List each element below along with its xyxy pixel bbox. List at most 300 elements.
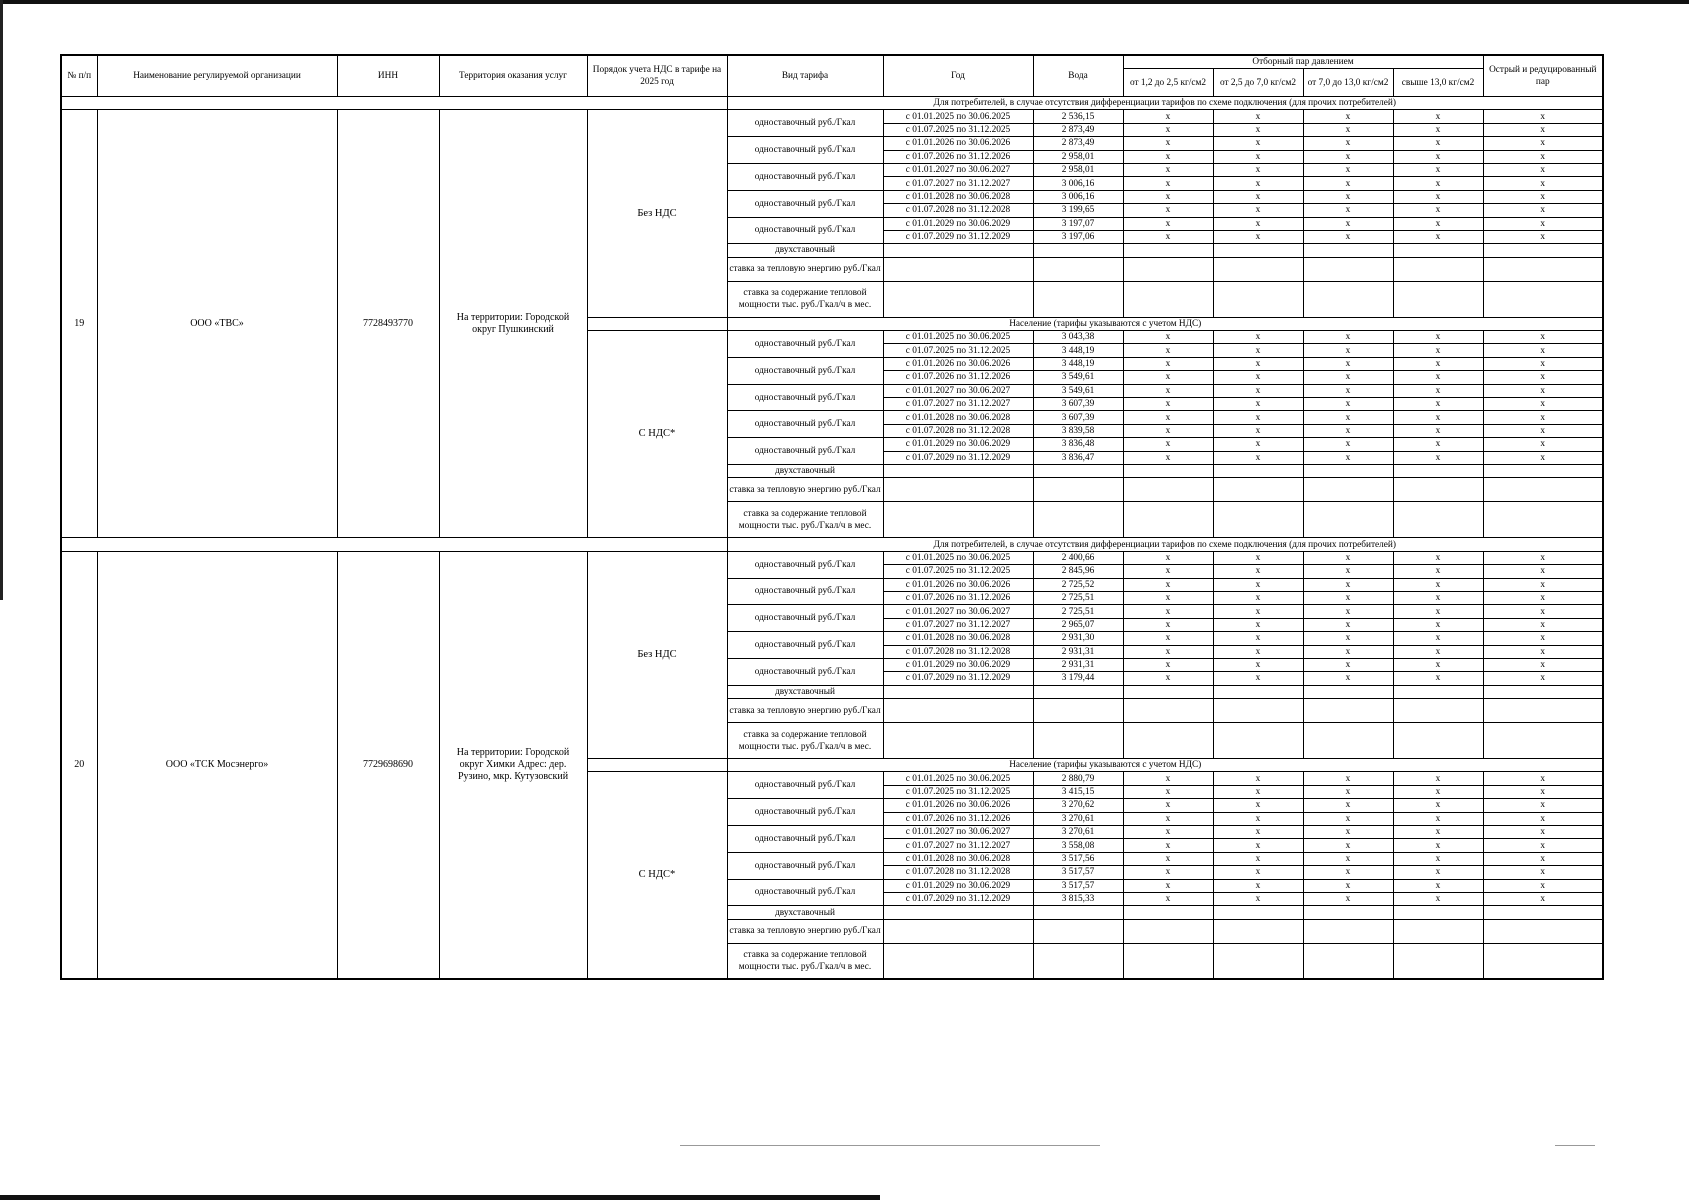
x-mark: x: [1123, 424, 1213, 437]
x-mark: x: [1303, 632, 1393, 645]
x-mark: x: [1213, 163, 1303, 176]
period-cell: с 01.07.2027 по 31.12.2027: [883, 398, 1033, 411]
header-sharp-steam: Острый и редуцированный пар: [1483, 55, 1603, 97]
empty-cell: [883, 244, 1033, 257]
tariff-type-one-part: одноставочный руб./Гкал: [727, 110, 883, 137]
water-value: 2 725,51: [1033, 591, 1123, 604]
period-cell: с 01.01.2026 по 30.06.2026: [883, 799, 1033, 812]
x-mark: x: [1303, 618, 1393, 631]
empty-cell: [1303, 699, 1393, 723]
section-spacer: [61, 538, 727, 551]
empty-cell: [1033, 244, 1123, 257]
water-value: 3 006,16: [1033, 190, 1123, 203]
x-mark: x: [1213, 826, 1303, 839]
x-mark: x: [1393, 230, 1483, 243]
x-mark: x: [1123, 344, 1213, 357]
x-mark: x: [1303, 137, 1393, 150]
x-mark: x: [1123, 879, 1213, 892]
x-mark: x: [1393, 658, 1483, 671]
table-row: [61, 97, 1603, 110]
period-cell: с 01.07.2025 по 31.12.2025: [883, 344, 1033, 357]
scan-top-edge: [0, 0, 1689, 4]
empty-cell: [1123, 685, 1213, 698]
x-mark: x: [1483, 163, 1603, 176]
x-mark: x: [1123, 839, 1213, 852]
tariff-type-one-part: одноставочный руб./Гкал: [727, 357, 883, 384]
period-cell: с 01.07.2027 по 31.12.2027: [883, 618, 1033, 631]
x-mark: x: [1213, 645, 1303, 658]
period-cell: с 01.01.2027 по 30.06.2027: [883, 163, 1033, 176]
x-mark: x: [1483, 230, 1603, 243]
x-mark: x: [1483, 785, 1603, 798]
org-name: ООО «ТСК Мосэнерго»: [97, 551, 337, 979]
water-value: 3 197,07: [1033, 217, 1123, 230]
tariff-type-one-part: одноставочный руб./Гкал: [727, 163, 883, 190]
table-row: [61, 110, 1603, 123]
section-spacer: [587, 317, 727, 330]
empty-cell: [1123, 502, 1213, 538]
x-mark: x: [1393, 772, 1483, 785]
header-vat-order: Порядок учета НДС в тарифе на 2025 год: [587, 55, 727, 97]
header-inn: ИНН: [337, 55, 439, 97]
x-mark: x: [1303, 551, 1393, 564]
empty-cell: [1213, 502, 1303, 538]
vat-order-label: С НДС*: [587, 772, 727, 979]
empty-cell: [1303, 723, 1393, 759]
water-value: 3 197,06: [1033, 230, 1123, 243]
x-mark: x: [1213, 812, 1303, 825]
water-value: 2 873,49: [1033, 137, 1123, 150]
water-value: 3 836,48: [1033, 438, 1123, 451]
water-value: 3 179,44: [1033, 672, 1123, 685]
period-cell: с 01.01.2025 по 30.06.2025: [883, 110, 1033, 123]
water-value: 2 725,51: [1033, 605, 1123, 618]
water-value: 2 400,66: [1033, 551, 1123, 564]
empty-cell: [1393, 244, 1483, 257]
empty-cell: [1213, 257, 1303, 281]
x-mark: x: [1483, 190, 1603, 203]
header-year: Год: [883, 55, 1033, 97]
x-mark: x: [1123, 150, 1213, 163]
x-mark: x: [1393, 411, 1483, 424]
x-mark: x: [1123, 411, 1213, 424]
org-inn: 7728493770: [337, 110, 439, 538]
x-mark: x: [1213, 230, 1303, 243]
empty-cell: [1213, 685, 1303, 698]
empty-cell: [1303, 919, 1393, 943]
x-mark: x: [1123, 591, 1213, 604]
section-spacer: [61, 97, 727, 110]
x-mark: x: [1393, 879, 1483, 892]
scan-left-edge: [0, 0, 3, 600]
tariff-type-one-part: одноставочный руб./Гкал: [727, 578, 883, 605]
x-mark: x: [1393, 177, 1483, 190]
empty-cell: [1303, 906, 1393, 919]
period-cell: с 01.01.2025 по 30.06.2025: [883, 551, 1033, 564]
empty-cell: [1033, 257, 1123, 281]
scan-bottom-edge: [0, 1195, 880, 1200]
x-mark: x: [1303, 645, 1393, 658]
x-mark: x: [1303, 163, 1393, 176]
empty-cell: [1483, 244, 1603, 257]
x-mark: x: [1303, 451, 1393, 464]
x-mark: x: [1123, 632, 1213, 645]
x-mark: x: [1303, 110, 1393, 123]
empty-cell: [883, 502, 1033, 538]
period-cell: с 01.07.2026 по 31.12.2026: [883, 591, 1033, 604]
period-cell: с 01.07.2025 по 31.12.2025: [883, 785, 1033, 798]
empty-cell: [1123, 257, 1213, 281]
x-mark: x: [1213, 591, 1303, 604]
x-mark: x: [1123, 605, 1213, 618]
x-mark: x: [1303, 812, 1393, 825]
x-mark: x: [1483, 137, 1603, 150]
x-mark: x: [1213, 177, 1303, 190]
x-mark: x: [1123, 826, 1213, 839]
x-mark: x: [1393, 565, 1483, 578]
x-mark: x: [1483, 618, 1603, 631]
x-mark: x: [1483, 839, 1603, 852]
empty-cell: [1483, 502, 1603, 538]
x-mark: x: [1123, 163, 1213, 176]
period-cell: с 01.01.2026 по 30.06.2026: [883, 578, 1033, 591]
x-mark: x: [1393, 398, 1483, 411]
x-mark: x: [1123, 204, 1213, 217]
x-mark: x: [1303, 879, 1393, 892]
empty-cell: [1033, 478, 1123, 502]
water-value: 3 270,61: [1033, 812, 1123, 825]
x-mark: x: [1213, 632, 1303, 645]
water-value: 2 931,30: [1033, 632, 1123, 645]
x-mark: x: [1483, 150, 1603, 163]
empty-cell: [883, 281, 1033, 317]
water-value: 3 607,39: [1033, 411, 1123, 424]
tariff-type-one-part: одноставочный руб./Гкал: [727, 605, 883, 632]
x-mark: x: [1303, 190, 1393, 203]
empty-cell: [1213, 943, 1303, 979]
x-mark: x: [1393, 344, 1483, 357]
x-mark: x: [1393, 866, 1483, 879]
header-water: Вода: [1033, 55, 1123, 97]
x-mark: x: [1303, 411, 1393, 424]
x-mark: x: [1483, 411, 1603, 424]
empty-cell: [1483, 723, 1603, 759]
water-value: 2 880,79: [1033, 772, 1123, 785]
period-cell: с 01.07.2029 по 31.12.2029: [883, 451, 1033, 464]
org-num: 19: [61, 110, 97, 538]
period-cell: с 01.07.2029 по 31.12.2029: [883, 892, 1033, 905]
x-mark: x: [1303, 357, 1393, 370]
empty-cell: [1033, 464, 1123, 477]
water-value: 3 517,56: [1033, 852, 1123, 865]
x-mark: x: [1393, 123, 1483, 136]
tariff-type-energy-rate: ставка за тепловую энергию руб./Гкал: [727, 257, 883, 281]
table-body: [61, 97, 1603, 980]
section-heading-population: Население (тарифы указываются с учетом НДС): [727, 759, 1483, 772]
x-mark: x: [1213, 578, 1303, 591]
header-territory: Территория оказания услуг: [439, 55, 587, 97]
x-mark: x: [1123, 357, 1213, 370]
period-cell: с 01.07.2027 по 31.12.2027: [883, 839, 1033, 852]
x-mark: x: [1213, 605, 1303, 618]
tariff-type-capacity-rate: ставка за содержание тепловой мощности тыс. руб./Гкал/ч в мес.: [727, 281, 883, 317]
tariff-type-two-part: двухставочный: [727, 244, 883, 257]
x-mark: x: [1393, 371, 1483, 384]
water-value: 3 270,62: [1033, 799, 1123, 812]
water-value: 2 931,31: [1033, 658, 1123, 671]
x-mark: x: [1303, 605, 1393, 618]
x-mark: x: [1483, 799, 1603, 812]
period-cell: с 01.01.2028 по 30.06.2028: [883, 852, 1033, 865]
period-cell: с 01.07.2029 по 31.12.2029: [883, 672, 1033, 685]
period-cell: с 01.07.2025 по 31.12.2025: [883, 123, 1033, 136]
water-value: 2 845,96: [1033, 565, 1123, 578]
water-value: 2 965,07: [1033, 618, 1123, 631]
empty-cell: [1213, 464, 1303, 477]
x-mark: x: [1483, 591, 1603, 604]
empty-cell: [1303, 502, 1393, 538]
tariff-type-one-part: одноставочный руб./Гкал: [727, 217, 883, 244]
x-mark: x: [1213, 785, 1303, 798]
period-cell: с 01.01.2025 по 30.06.2025: [883, 772, 1033, 785]
x-mark: x: [1123, 892, 1213, 905]
x-mark: x: [1393, 190, 1483, 203]
x-mark: x: [1123, 658, 1213, 671]
tariff-type-one-part: одноставочный руб./Гкал: [727, 826, 883, 853]
x-mark: x: [1303, 866, 1393, 879]
x-mark: x: [1483, 658, 1603, 671]
section-heading-population: Население (тарифы указываются с учетом НДС): [727, 317, 1483, 330]
water-value: 3 607,39: [1033, 398, 1123, 411]
empty-cell: [1033, 685, 1123, 698]
x-mark: x: [1393, 826, 1483, 839]
x-mark: x: [1483, 565, 1603, 578]
x-mark: x: [1393, 852, 1483, 865]
empty-cell: [883, 478, 1033, 502]
header-num: № п/п: [61, 55, 97, 97]
x-mark: x: [1393, 839, 1483, 852]
water-value: 3 558,08: [1033, 839, 1123, 852]
x-mark: x: [1303, 839, 1393, 852]
empty-cell: [1123, 906, 1213, 919]
x-mark: x: [1393, 605, 1483, 618]
empty-cell: [1123, 464, 1213, 477]
empty-cell: [1393, 502, 1483, 538]
x-mark: x: [1483, 879, 1603, 892]
period-cell: с 01.01.2029 по 30.06.2029: [883, 658, 1033, 671]
empty-cell: [1123, 281, 1213, 317]
tariff-type-one-part: одноставочный руб./Гкал: [727, 632, 883, 659]
period-cell: с 01.01.2027 по 30.06.2027: [883, 605, 1033, 618]
empty-cell: [1483, 685, 1603, 698]
empty-cell: [1483, 478, 1603, 502]
x-mark: x: [1123, 110, 1213, 123]
period-cell: с 01.07.2026 по 31.12.2026: [883, 150, 1033, 163]
x-mark: x: [1393, 331, 1483, 344]
x-mark: x: [1303, 438, 1393, 451]
period-cell: с 01.07.2028 по 31.12.2028: [883, 866, 1033, 879]
x-mark: x: [1393, 357, 1483, 370]
empty-cell: [1393, 943, 1483, 979]
x-mark: x: [1483, 384, 1603, 397]
empty-cell: [1303, 464, 1393, 477]
x-mark: x: [1123, 565, 1213, 578]
empty-cell: [1213, 478, 1303, 502]
x-mark: x: [1393, 137, 1483, 150]
empty-cell: [883, 943, 1033, 979]
x-mark: x: [1213, 438, 1303, 451]
x-mark: x: [1303, 578, 1393, 591]
x-mark: x: [1213, 398, 1303, 411]
x-mark: x: [1483, 110, 1603, 123]
water-value: 3 043,38: [1033, 331, 1123, 344]
tariff-type-one-part: одноставочный руб./Гкал: [727, 190, 883, 217]
x-mark: x: [1123, 578, 1213, 591]
x-mark: x: [1483, 451, 1603, 464]
x-mark: x: [1393, 163, 1483, 176]
empty-cell: [1123, 244, 1213, 257]
x-mark: x: [1303, 658, 1393, 671]
empty-cell: [1393, 723, 1483, 759]
x-mark: x: [1483, 424, 1603, 437]
x-mark: x: [1483, 852, 1603, 865]
empty-cell: [1303, 943, 1393, 979]
x-mark: x: [1483, 123, 1603, 136]
vat-order-label: Без НДС: [587, 551, 727, 758]
empty-cell: [1483, 943, 1603, 979]
x-mark: x: [1213, 384, 1303, 397]
x-mark: x: [1123, 384, 1213, 397]
tariff-type-energy-rate: ставка за тепловую энергию руб./Гкал: [727, 919, 883, 943]
x-mark: x: [1483, 371, 1603, 384]
x-mark: x: [1123, 551, 1213, 564]
x-mark: x: [1123, 331, 1213, 344]
x-mark: x: [1393, 110, 1483, 123]
empty-cell: [1033, 699, 1123, 723]
period-cell: с 01.07.2029 по 31.12.2029: [883, 230, 1033, 243]
empty-cell: [1483, 906, 1603, 919]
table-row: [61, 538, 1603, 551]
x-mark: x: [1483, 217, 1603, 230]
x-mark: x: [1393, 438, 1483, 451]
empty-cell: [1033, 281, 1123, 317]
tariff-type-two-part: двухставочный: [727, 906, 883, 919]
x-mark: x: [1303, 785, 1393, 798]
x-mark: x: [1213, 331, 1303, 344]
x-mark: x: [1213, 424, 1303, 437]
header-org: Наименование регулируемой организации: [97, 55, 337, 97]
water-value: 2 873,49: [1033, 123, 1123, 136]
x-mark: x: [1393, 451, 1483, 464]
x-mark: x: [1123, 371, 1213, 384]
x-mark: x: [1123, 123, 1213, 136]
empty-cell: [883, 919, 1033, 943]
x-mark: x: [1123, 230, 1213, 243]
x-mark: x: [1483, 645, 1603, 658]
water-value: 3 415,15: [1033, 785, 1123, 798]
tariff-type-capacity-rate: ставка за содержание тепловой мощности тыс. руб./Гкал/ч в мес.: [727, 943, 883, 979]
header-steam-col: свыше 13,0 кг/см2: [1393, 69, 1483, 97]
x-mark: x: [1213, 892, 1303, 905]
empty-cell: [1303, 257, 1393, 281]
header-steam-group: Отборный пар давлением: [1123, 55, 1483, 69]
period-cell: с 01.07.2025 по 31.12.2025: [883, 565, 1033, 578]
empty-cell: [1483, 464, 1603, 477]
x-mark: x: [1393, 591, 1483, 604]
x-mark: x: [1123, 177, 1213, 190]
empty-cell: [1483, 257, 1603, 281]
x-mark: x: [1123, 217, 1213, 230]
scan-artifact-line: [1555, 1145, 1595, 1146]
x-mark: x: [1123, 645, 1213, 658]
x-mark: x: [1483, 204, 1603, 217]
x-mark: x: [1213, 772, 1303, 785]
x-mark: x: [1393, 217, 1483, 230]
x-mark: x: [1303, 177, 1393, 190]
x-mark: x: [1393, 632, 1483, 645]
x-mark: x: [1123, 618, 1213, 631]
x-mark: x: [1123, 785, 1213, 798]
empty-cell: [883, 464, 1033, 477]
x-mark: x: [1123, 772, 1213, 785]
x-mark: x: [1483, 344, 1603, 357]
x-mark: x: [1123, 451, 1213, 464]
x-mark: x: [1303, 331, 1393, 344]
header-steam-col: от 7,0 до 13,0 кг/см2: [1303, 69, 1393, 97]
period-cell: с 01.01.2025 по 30.06.2025: [883, 331, 1033, 344]
empty-cell: [1393, 478, 1483, 502]
period-cell: с 01.07.2028 по 31.12.2028: [883, 645, 1033, 658]
tariff-type-one-part: одноставочный руб./Гкал: [727, 137, 883, 164]
x-mark: x: [1213, 371, 1303, 384]
empty-cell: [883, 699, 1033, 723]
empty-cell: [1033, 906, 1123, 919]
empty-cell: [1033, 502, 1123, 538]
period-cell: с 01.01.2029 по 30.06.2029: [883, 438, 1033, 451]
x-mark: x: [1393, 812, 1483, 825]
empty-cell: [1393, 919, 1483, 943]
water-value: 2 536,15: [1033, 110, 1123, 123]
x-mark: x: [1303, 384, 1393, 397]
org-inn: 7729698690: [337, 551, 439, 979]
empty-cell: [1123, 478, 1213, 502]
water-value: 2 958,01: [1033, 150, 1123, 163]
water-value: 3 199,65: [1033, 204, 1123, 217]
empty-cell: [883, 257, 1033, 281]
water-value: 3 815,33: [1033, 892, 1123, 905]
tariff-type-one-part: одноставочный руб./Гкал: [727, 879, 883, 906]
x-mark: x: [1123, 398, 1213, 411]
tariff-type-one-part: одноставочный руб./Гкал: [727, 772, 883, 799]
x-mark: x: [1483, 438, 1603, 451]
water-value: 3 270,61: [1033, 826, 1123, 839]
water-value: 3 517,57: [1033, 879, 1123, 892]
tariff-type-one-part: одноставочный руб./Гкал: [727, 658, 883, 685]
empty-cell: [1393, 699, 1483, 723]
section-spacer: [587, 759, 727, 772]
x-mark: x: [1393, 551, 1483, 564]
period-cell: с 01.01.2026 по 30.06.2026: [883, 357, 1033, 370]
tariff-type-one-part: одноставочный руб./Гкал: [727, 799, 883, 826]
section-heading-other: Для потребителей, в случае отсутствия дифференциации тарифов по схеме подключения (для прочих потребителей): [727, 97, 1603, 110]
x-mark: x: [1483, 398, 1603, 411]
x-mark: x: [1303, 230, 1393, 243]
empty-cell: [1483, 281, 1603, 317]
x-mark: x: [1393, 618, 1483, 631]
period-cell: с 01.01.2028 по 30.06.2028: [883, 632, 1033, 645]
x-mark: x: [1123, 672, 1213, 685]
x-mark: x: [1213, 110, 1303, 123]
